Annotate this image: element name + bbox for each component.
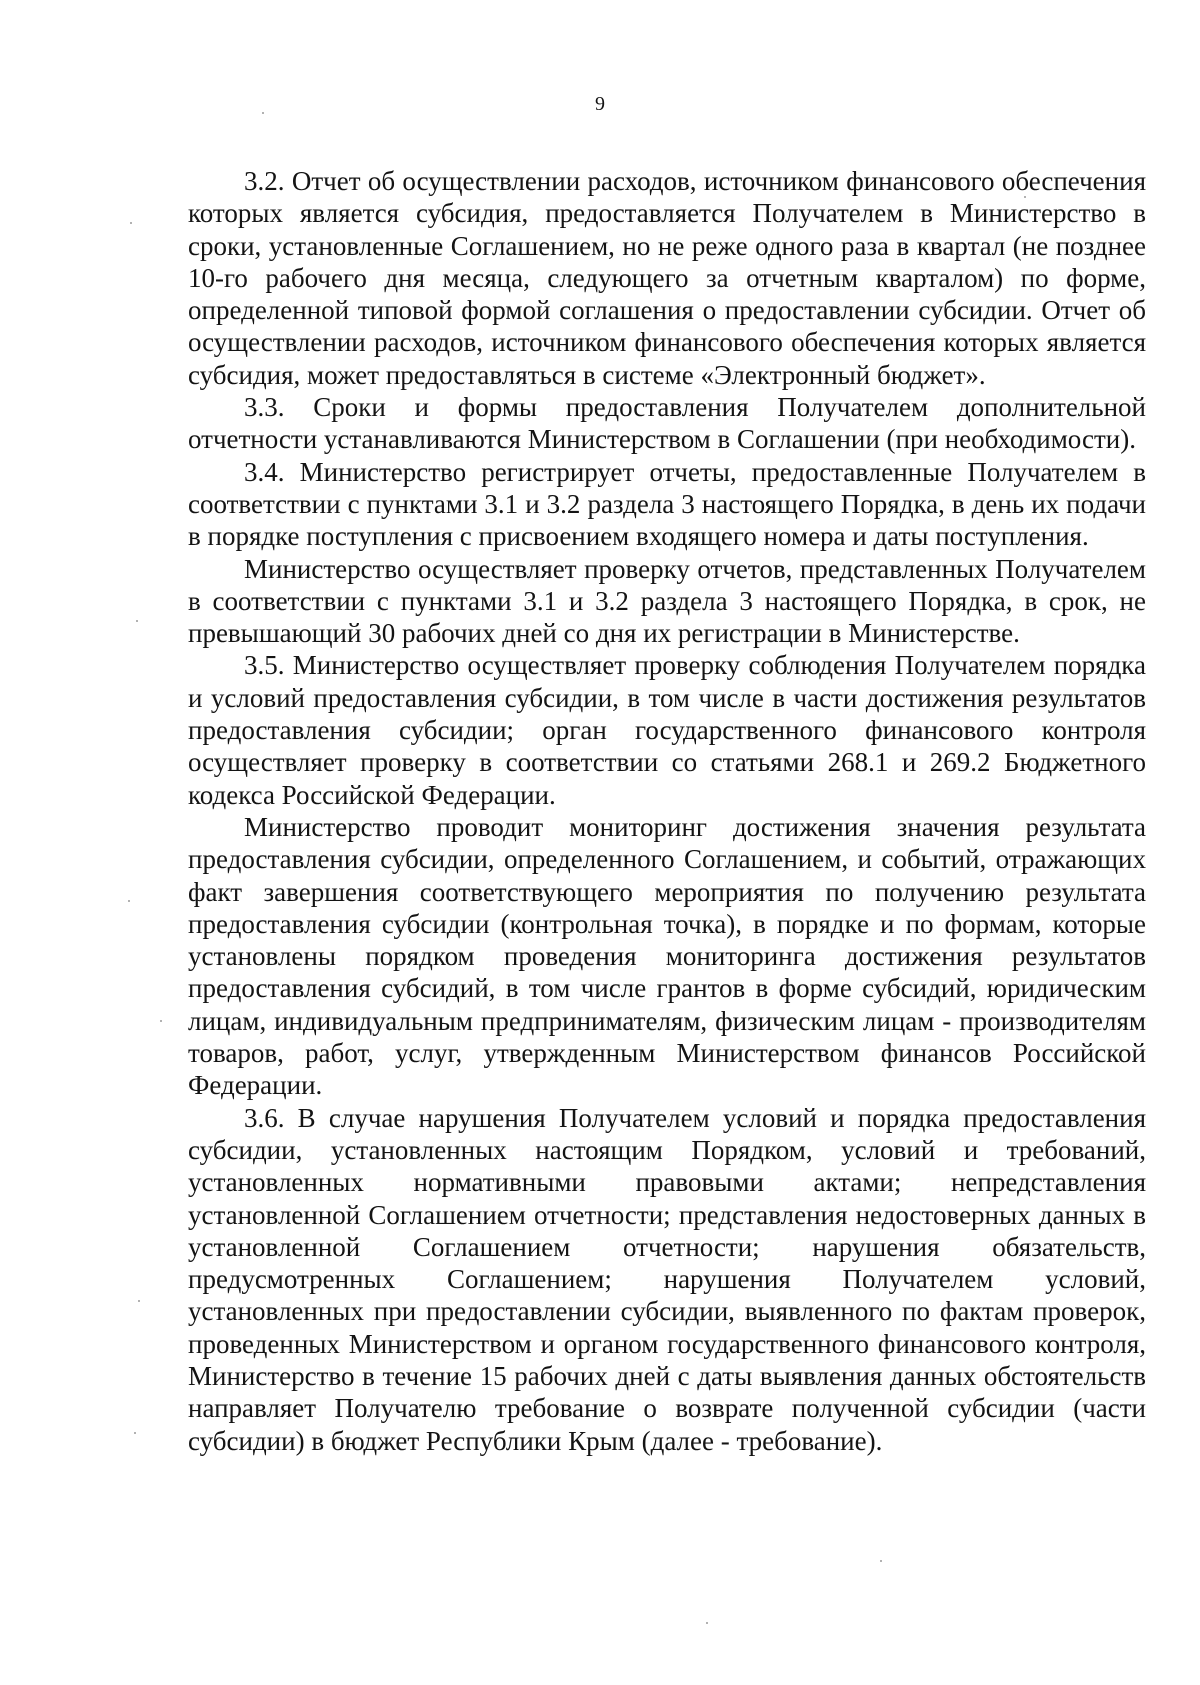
scan-speck [134,1432,136,1434]
paragraph-3-4-review: Министерство осуществляет проверку отчетов, представленных Получателем в соответствии с пунктами 3.1 и 3.2 раздела 3 настоящего Порядка, в срок, не превышающий 30 рабочих дней со дня их регистрации в Министерстве. [188,553,1146,649]
scan-speck [160,1020,162,1022]
scan-speck [1024,196,1026,198]
paragraph-3-6: 3.6. В случае нарушения Получателем условий и порядка предоставления субсидии, установленных настоящим Порядком, условий и требований, установленных нормативными правовыми актами; непредставления установленной Соглашением отчетности; представления недостоверных данных в установленной Соглашением отчетности; нарушения обязательств, предусмотренных Соглашением; нарушения Получателем условий, установленных при предоставлении субсидии, выявленного по фактам проверок, проведенных Министерством и органом государственного финансового контроля, Министерство в течение 15 рабочих дней с даты выявления данных обстоятельств направляет Получателю требование о возврате полученной субсидии (части субсидии) в бюджет Республики Крым (далее - требование). [188,1102,1146,1456]
scan-speck [706,1622,708,1624]
scan-speck [130,222,132,224]
paragraph-3-5: 3.5. Министерство осуществляет проверку соблюдения Получателем порядка и условий предоставления субсидии, в том числе в части достижения результатов предоставления субсидии; орган государственного финансового контроля осуществляет проверку в соответствии со статьями 268.1 и 269.2 Бюджетного кодекса Российской Федерации. [188,650,1146,810]
paragraph-3-4: 3.4. Министерство регистрирует отчеты, предоставленные Получателем в соответствии с пунктами 3.1 и 3.2 раздела 3 настоящего Порядка, в день их подачи в порядке поступления с присвоением входящего номера и даты поступления. [188,456,1146,552]
scan-speck [880,1560,882,1562]
scan-speck [262,112,264,114]
page-number: 9 [595,93,605,115]
paragraph-3-3: 3.3. Сроки и формы предоставления Получателем дополнительной отчетности устанавливаются Министерством в Соглашении (при необходимости). [188,392,1146,455]
scan-speck [128,900,130,902]
paragraph-3-2: 3.2. Отчет об осуществлении расходов, источником финансового обеспечения которых является субсидия, предоставляется Получателем в Министерство в сроки, установленные Соглашением, но не реже одного раза в квартал (не позднее 10-го рабочего дня месяца, следующего за отчетным кварталом) по форме, определенной типовой формой соглашения о предоставлении субсидии. Отчет об осуществлении расходов, источником финансового обеспечения которых является субсидия, может предоставляться в системе «Электронный бюджет». [188,166,1146,390]
paragraph-3-5-monitoring: Министерство проводит мониторинг достижения значения результата предоставления субсидии, определенного Соглашением, и событий, отражающих факт завершения соответствующего мероприятия по получению результата предоставления субсидии (контрольная точка), в порядке и по формам, которые установлены порядком проведения мониторинга достижения результатов предоставления субсидий, в том числе грантов в форме субсидий, юридическим лицам, индивидуальным предпринимателям, физическим лицам - производителям товаров, работ, услуг, утвержденным Министерством финансов Российской Федерации. [188,811,1146,1101]
scan-speck [138,1300,140,1302]
document-body [188,165,1146,1457]
scan-speck [136,620,138,622]
